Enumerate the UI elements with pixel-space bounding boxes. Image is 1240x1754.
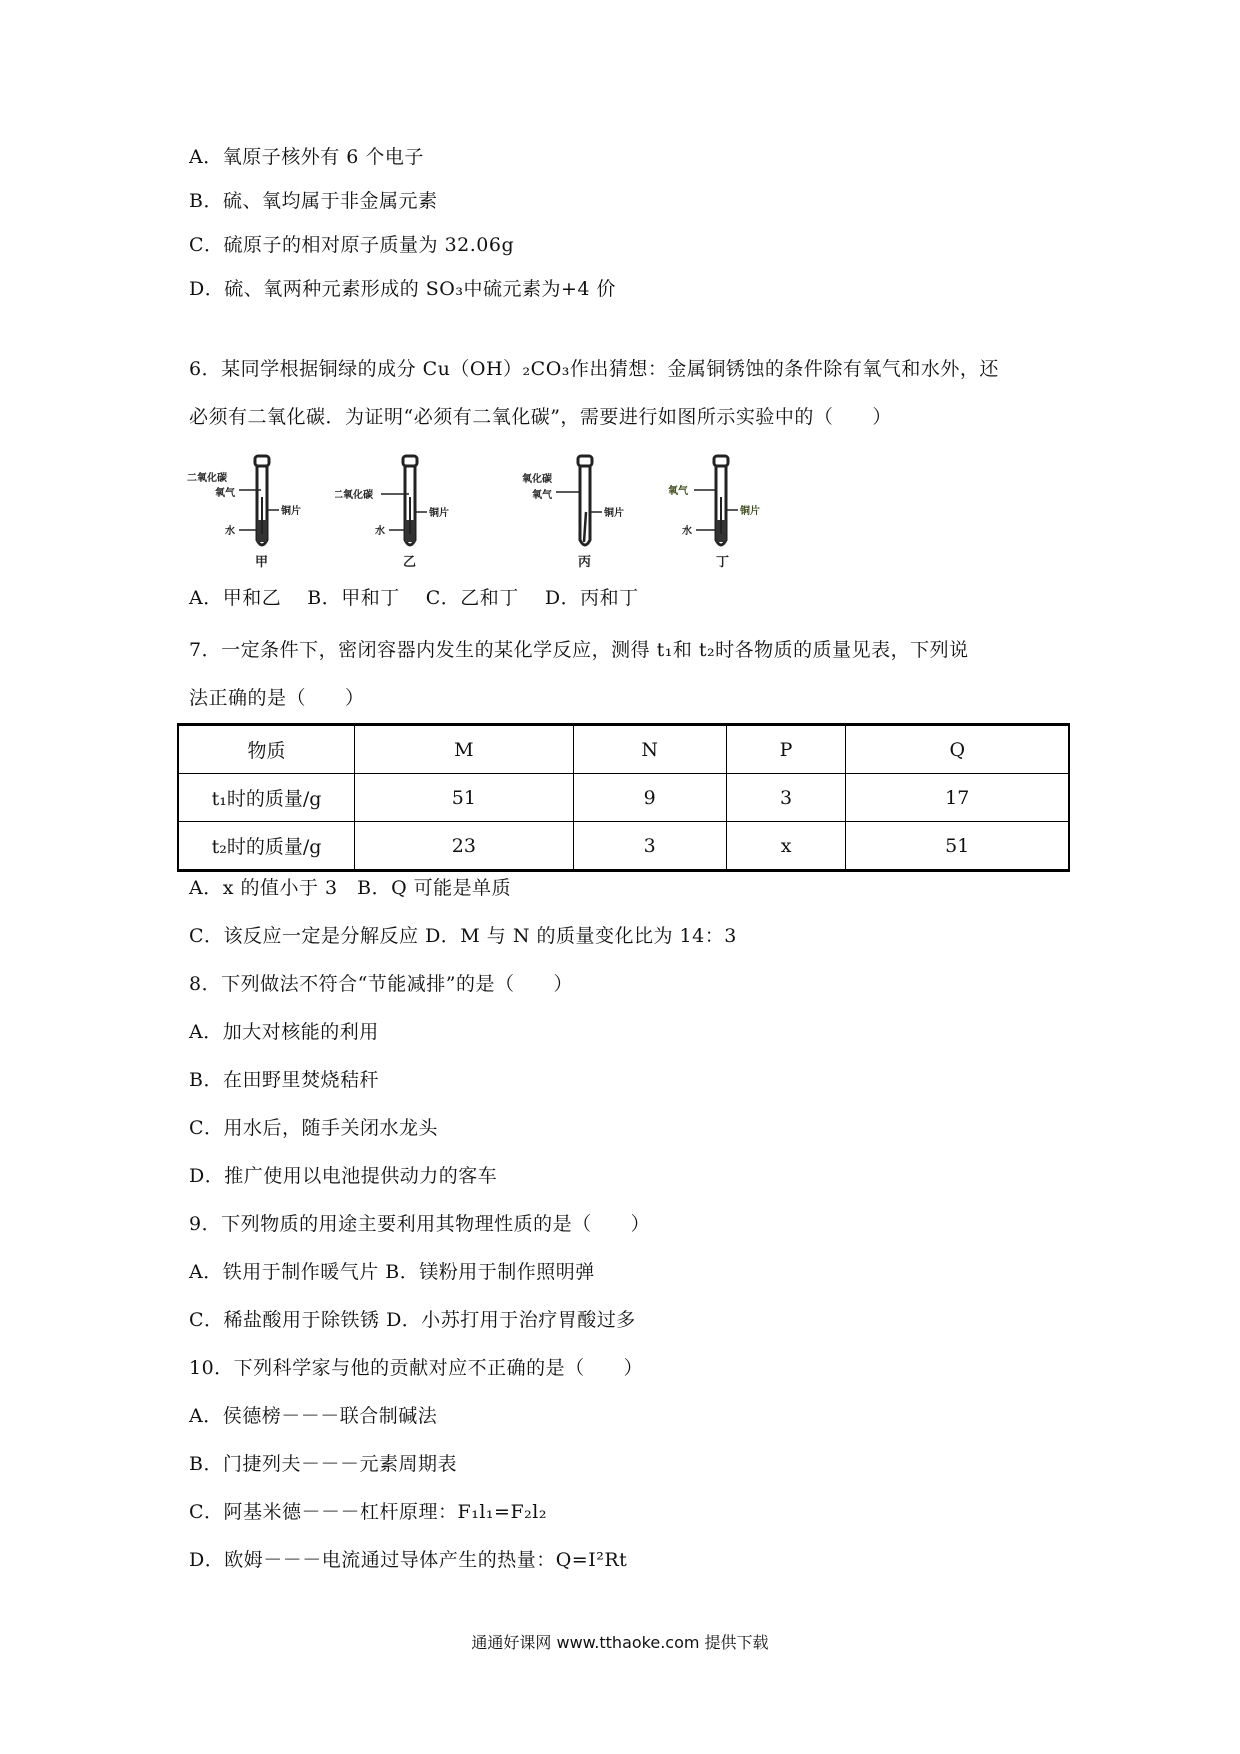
q8-option-d: D．推广使用以电池提供动力的客车	[189, 1165, 498, 1187]
q5-option-d: D．硫、氧两种元素形成的 SO₃中硫元素为+4 价	[189, 278, 617, 300]
q10-option-b: B．门捷列夫－－－元素周期表	[189, 1453, 457, 1475]
metal-label: 铜片	[429, 508, 449, 519]
q5-option-c: C．硫原子的相对原子质量为 32.06g	[189, 234, 515, 256]
gas-label: 二氧化碳	[187, 473, 227, 484]
table-cell: 51	[355, 774, 574, 822]
q8-option-b: B．在田野里焚烧秸秆	[189, 1069, 379, 1091]
gas2-label: 氧气	[532, 490, 552, 501]
water-label: 水	[225, 526, 235, 537]
stopper-icon	[403, 456, 417, 466]
q8-option-c: C．用水后，随手关闭水龙头	[189, 1117, 439, 1139]
table-cell: 3	[726, 774, 846, 822]
footer-source: 通通好课网 www.tthaoke.com 提供下载	[471, 1633, 769, 1652]
stopper-icon	[578, 456, 592, 466]
gas-label: 二氧化碳	[335, 490, 373, 501]
q7-options-line2: C．该反应一定是分解反应 D．M 与 N 的质量变化比为 14：3	[189, 925, 737, 947]
water-label: 水	[682, 526, 692, 537]
table-header-row	[178, 725, 1069, 774]
table-cell: 3	[573, 822, 726, 871]
table-cell: x	[726, 822, 846, 871]
q7-stem-line1: 7．一定条件下，密闭容器内发生的某化学反应，测得 t₁和 t₂时各物质的质量见表，下列说	[189, 639, 969, 661]
q7-stem-line2: 法正确的是（ ）	[189, 687, 365, 709]
header-cell: 物质	[178, 725, 355, 774]
q5-option-a: A．氧原子核外有 6 个电子	[189, 146, 424, 168]
water-label: 水	[375, 526, 385, 537]
q9-options-line1: A．铁用于制作暖气片 B．镁粉用于制作照明弹	[189, 1261, 595, 1283]
q6-experiment-figure	[185, 452, 795, 572]
table-row	[178, 822, 1069, 871]
figure-name: 丙	[578, 555, 592, 570]
metal-label: 铜片	[604, 508, 624, 519]
gas2-label: 氧气	[668, 486, 688, 497]
stopper-icon	[255, 456, 269, 466]
header-cell: P	[726, 725, 846, 774]
q10-stem: 10．下列科学家与他的贡献对应不正确的是（ ）	[189, 1357, 644, 1379]
test-tube-jia	[185, 452, 325, 572]
table-cell: 9	[573, 774, 726, 822]
test-tube-yi	[335, 452, 475, 572]
q10-option-c: C．阿基米德－－－杠杆原理：F₁l₁=F₂l₂	[189, 1501, 547, 1523]
table-cell: 17	[846, 774, 1069, 822]
q5-option-b: B．硫、氧均属于非金属元素	[189, 190, 438, 212]
q10-option-d: D．欧姆－－－电流通过导体产生的热量：Q=I²Rt	[189, 1549, 628, 1571]
test-tube-ding	[650, 452, 790, 572]
row-label: t₁时的质量/g	[178, 774, 355, 822]
figure-name: 丁	[716, 555, 730, 570]
stopper-icon	[714, 456, 728, 466]
metal-label: 铜片	[740, 506, 760, 517]
table-cell: 23	[355, 822, 574, 871]
header-cell: N	[573, 725, 726, 774]
metal-label: 铜片	[281, 506, 301, 517]
q8-option-a: A．加大对核能的利用	[189, 1021, 379, 1043]
table-cell: 51	[846, 822, 1069, 871]
gas2-label: 氧气	[215, 488, 235, 499]
header-cell: M	[355, 725, 574, 774]
q6-stem-line2: 必须有二氧化碳．为证明“必须有二氧化碳”，需要进行如图所示实验中的（ ）	[189, 406, 892, 428]
q6-options: A．甲和乙 B．甲和丁 C．乙和丁 D．丙和丁	[189, 587, 639, 609]
q7-options-line1: A．x 的值小于 3 B．Q 可能是单质	[189, 877, 512, 899]
q8-stem: 8．下列做法不符合“节能减排”的是（ ）	[189, 973, 574, 995]
mass-table	[177, 723, 1070, 872]
header-cell: Q	[846, 725, 1069, 774]
q9-options-line2: C．稀盐酸用于除铁锈 D．小苏打用于治疗胃酸过多	[189, 1309, 636, 1331]
test-tube-bing	[510, 452, 650, 572]
q6-stem-line1: 6．某同学根据铜绿的成分 Cu（OH）₂CO₃作出猜想：金属铜锈蚀的条件除有氧气和水外，还	[189, 358, 999, 380]
gas-label: 氧化碳	[522, 474, 552, 485]
q10-option-a: A．侯德榜－－－联合制碱法	[189, 1405, 438, 1427]
row-label: t₂时的质量/g	[178, 822, 355, 871]
figure-name: 乙	[403, 555, 417, 570]
figure-name: 甲	[255, 555, 269, 570]
q9-stem: 9．下列物质的用途主要利用其物理性质的是（ ）	[189, 1213, 651, 1235]
table-row	[178, 774, 1069, 822]
